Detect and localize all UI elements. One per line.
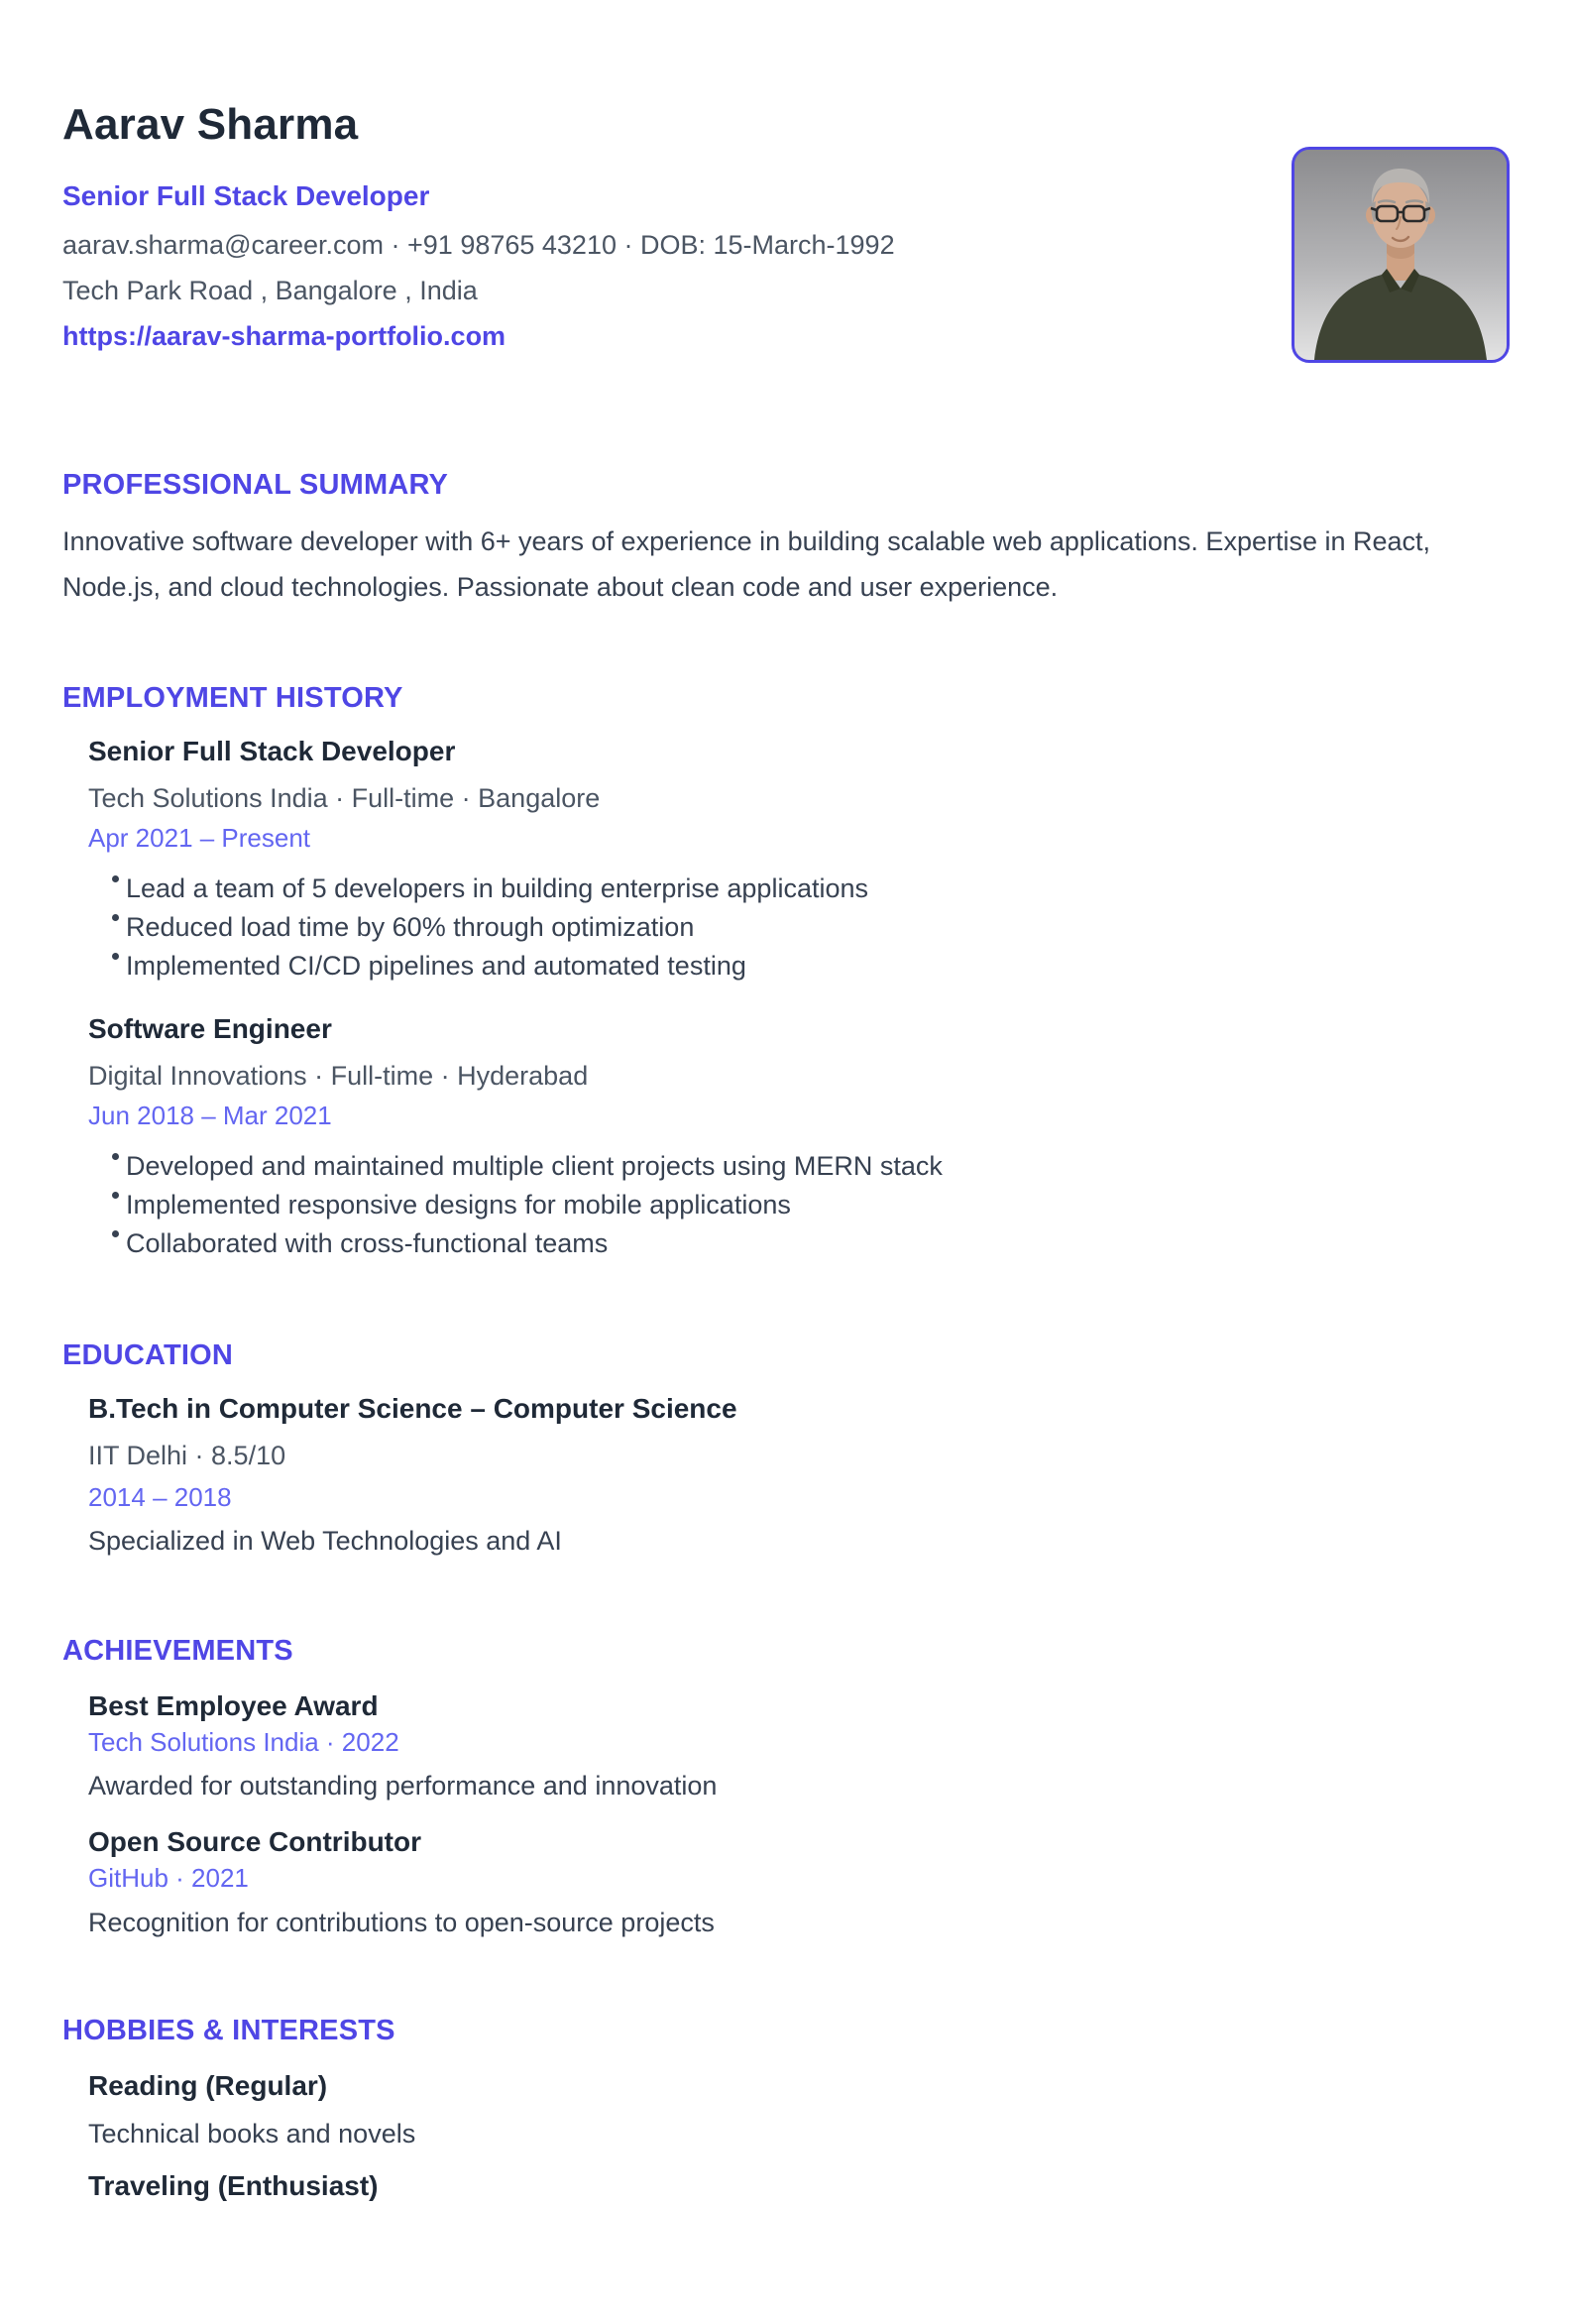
achievement-title: Open Source Contributor <box>88 1826 421 1857</box>
section-heading-employment-history: EMPLOYMENT HISTORY <box>62 682 403 714</box>
achievement-entry <box>88 1688 1512 1805</box>
section-heading-professional-summary: PROFESSIONAL SUMMARY <box>62 469 449 501</box>
hobby-description: Technical books and novels <box>88 2119 416 2149</box>
hobby-entries <box>88 2068 1512 2204</box>
section-professional-summary <box>62 466 1512 610</box>
section-hobbies-interests <box>62 2012 1512 2204</box>
profile-photo <box>1292 147 1510 363</box>
bullet-item: Collaborated with cross-functional teams <box>88 1224 1512 1263</box>
employment-entries <box>88 734 1512 1263</box>
section-heading-education: EDUCATION <box>62 1339 234 1371</box>
bullet-item: Reduced load time by 60% through optimization <box>88 908 1512 947</box>
section-achievements <box>62 1632 1512 1942</box>
summary-text: Innovative software developer with 6+ years of experience in building scalable web applications. Expertise in React, Node.js, and cloud technologies. Passionate about clean code and user experience. <box>62 526 1431 602</box>
achievement-description: Awarded for outstanding performance and innovation <box>88 1771 718 1801</box>
section-heading-achievements: ACHIEVEMENTS <box>62 1635 293 1667</box>
job-entry <box>88 734 1512 986</box>
education-dates: 2014 – 2018 <box>88 1482 232 1512</box>
achievement-description: Recognition for contributions to open-source projects <box>88 1908 715 1937</box>
profile-photo-illustration <box>1294 150 1507 360</box>
job-title: Software Engineer <box>88 1013 332 1044</box>
person-name: Aarav Sharma <box>62 100 359 149</box>
job-dates: Apr 2021 – Present <box>88 823 311 853</box>
job-meta: Tech Solutions India · Full-time · Bangalore <box>88 783 601 813</box>
address-line: Tech Park Road , Bangalore , India <box>62 276 478 305</box>
bullet-item: Developed and maintained multiple client projects using MERN stack <box>88 1147 1512 1186</box>
hobby-title: Reading (Regular) <box>88 2070 328 2101</box>
achievement-entry <box>88 1824 1512 1942</box>
achievement-title: Best Employee Award <box>88 1690 379 1721</box>
hobby-entry <box>88 2068 1512 2153</box>
resume-page <box>0 97 1574 2204</box>
job-meta: Digital Innovations · Full-time · Hyderabad <box>88 1061 589 1091</box>
job-title: Senior Full Stack Developer <box>88 736 456 766</box>
person-job-title: Senior Full Stack Developer <box>62 180 430 211</box>
education-description: Specialized in Web Technologies and AI <box>88 1526 562 1556</box>
achievement-entries <box>88 1688 1512 1942</box>
achievement-meta: Tech Solutions India · 2022 <box>88 1727 399 1757</box>
section-employment-history <box>62 679 1512 1263</box>
school-meta: IIT Delhi · 8.5/10 <box>88 1441 286 1470</box>
contact-line: aarav.sharma@career.com · +91 98765 43210 · DOB: 15-March-1992 <box>62 230 895 260</box>
job-bullets <box>88 870 1512 986</box>
website-link[interactable]: https://aarav-sharma-portfolio.com <box>62 321 506 351</box>
job-entry <box>88 1011 1512 1263</box>
bullet-item: Implemented responsive designs for mobile applications <box>88 1186 1512 1224</box>
section-education <box>62 1336 1512 1561</box>
hobby-entry <box>88 2168 1512 2204</box>
education-entries <box>88 1391 1512 1561</box>
achievement-meta: GitHub · 2021 <box>88 1863 249 1893</box>
job-bullets <box>88 1147 1512 1263</box>
job-dates: Jun 2018 – Mar 2021 <box>88 1101 332 1130</box>
hobby-title: Traveling (Enthusiast) <box>88 2170 379 2201</box>
education-entry <box>88 1391 1512 1561</box>
section-heading-hobbies-interests: HOBBIES & INTERESTS <box>62 2015 395 2046</box>
bullet-item: Implemented CI/CD pipelines and automated testing <box>88 947 1512 986</box>
degree-title: B.Tech in Computer Science – Computer Science <box>88 1393 737 1424</box>
bullet-item: Lead a team of 5 developers in building enterprise applications <box>88 870 1512 908</box>
